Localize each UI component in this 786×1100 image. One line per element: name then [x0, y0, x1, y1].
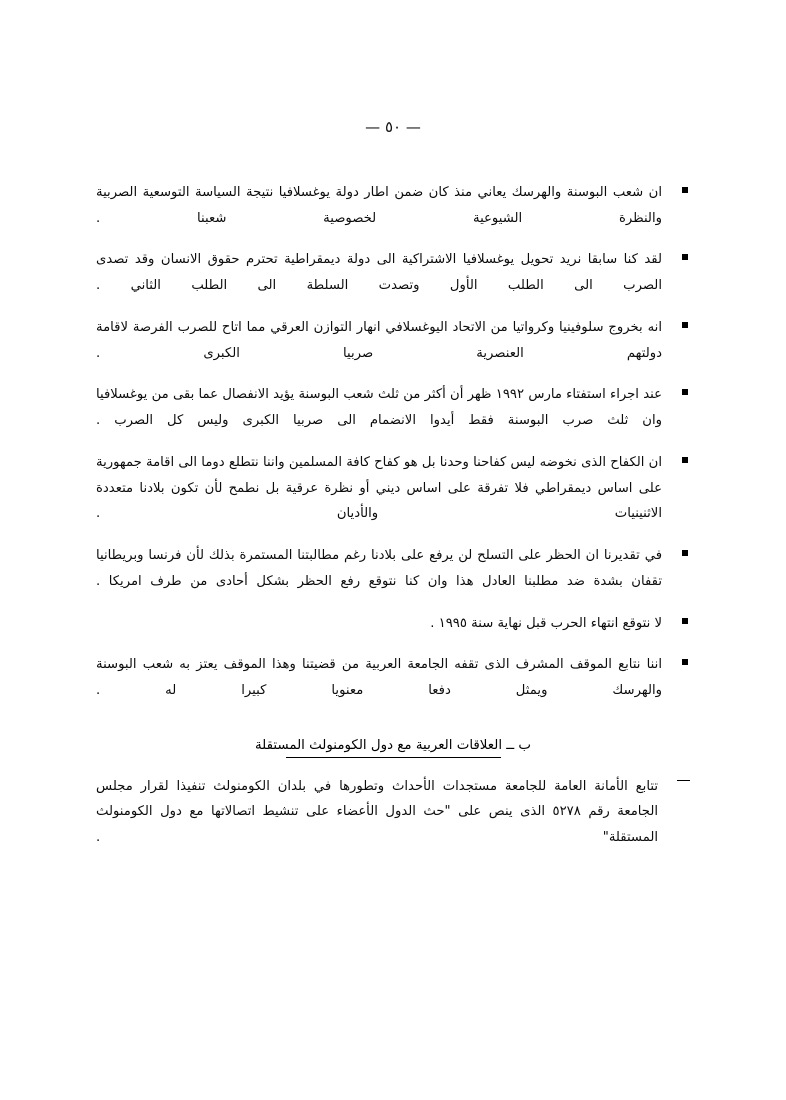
list-item	[96, 543, 690, 594]
page-number: — ٥٠ —	[365, 118, 421, 136]
bullet-text: اننا نتابع الموقف المشرف الذى تقفه الجامعة العربية من قضيتنا وهذا الموقف يعتز به شعب البوسنة والهرسك ويمثل دفعا معنويا كبيرا له .	[96, 657, 662, 699]
bullet-square-icon	[682, 550, 688, 556]
bullet-square-icon	[682, 254, 688, 260]
bullet-square-icon	[682, 457, 688, 463]
bullet-text: لقد كنا سابقا نريد تحويل يوغسلافيا الاشتراكية الى دولة ديمقراطية تحترم حقوق الانسان وقد تصدى الصرب الى الطلب الأول وتصدت السلطة الى الطلب الثاني .	[96, 252, 662, 294]
list-item	[96, 382, 690, 433]
list-item	[96, 180, 690, 231]
list-item	[96, 450, 690, 527]
bullet-text: انه بخروج سلوفينيا وكرواتيا من الاتحاد اليوغسلافي انهار التوازن العرقي مما اتاح للصرب الفرصة لاقامة دولتهم العنصرية صربيا الكبرى .	[96, 319, 662, 361]
list-item	[96, 611, 690, 637]
bullet-square-icon	[682, 187, 688, 193]
bullet-square-icon	[682, 618, 688, 624]
list-item	[96, 315, 690, 366]
section-heading	[96, 738, 690, 758]
section-heading-underline	[286, 757, 501, 758]
dash-paragraph	[96, 774, 690, 851]
dash-marker-icon	[677, 780, 690, 781]
bullet-text: في تقديرنا ان الحظر على التسلح لن يرفع على بلادنا رغم مطالبتنا المستمرة بذلك لأن فرنسا وبريطانيا تقفان بشدة ضد مطلبنا العادل هذا وان كنا نتوقع رفع الحظر بشكل أحادى من طرف امريكا .	[96, 548, 662, 589]
bullet-text: ان شعب البوسنة والهرسك يعاني منذ كان ضمن اطار دولة يوغسلافيا نتيجة السياسة التوسعية الصربية والنظرة الشيوعية لخصوصية شعبنا .	[96, 185, 662, 226]
bullet-list	[96, 180, 690, 704]
dash-paragraph-text: تتابع الأمانة العامة للجامعة مستجدات الأحداث وتطورها في بلدان الكومنولث تنفيذا لقرار مجلس الجامعة رقم ٥٢٧٨ الذى ينص على "حث الدول الأعضاء على تنشيط اتصالاتها مع دول الكومنولث المستقلة" .	[96, 778, 658, 846]
page-content	[96, 180, 690, 851]
list-item	[96, 652, 690, 703]
list-item	[96, 247, 690, 298]
bullet-square-icon	[682, 659, 688, 665]
bullet-text: عند اجراء استفتاء مارس ١٩٩٢ ظهر أن أكثر من ثلث شعب البوسنة يؤيد الانفصال عما بقى من يوغسلافيا وان ثلث صرب البوسنة فقط أيدوا الانضمام الى صربيا الكبرى وليس كل الصرب .	[96, 387, 663, 429]
bullet-text: لا نتوقع انتهاء الحرب قبل نهاية سنة ١٩٩٥ .	[430, 615, 662, 631]
bullet-square-icon	[682, 322, 688, 328]
bullet-text: ان الكفاح الذى نخوضه ليس كفاحنا وحدنا بل هو كفاح كافة المسلمين واننا نتطلع دوما الى اقامة جمهورية على اساس ديمقراطي فلا تفرقة على اساس ديني أو نظرة عرقية بل نطمح لأن تكون بلادنا متعددة الاثنينيات والأديان .	[96, 454, 662, 522]
bullet-square-icon	[682, 389, 688, 395]
section-heading-label: ب ــ العلاقات العربية مع دول الكومنولث المستقلة	[254, 737, 532, 753]
